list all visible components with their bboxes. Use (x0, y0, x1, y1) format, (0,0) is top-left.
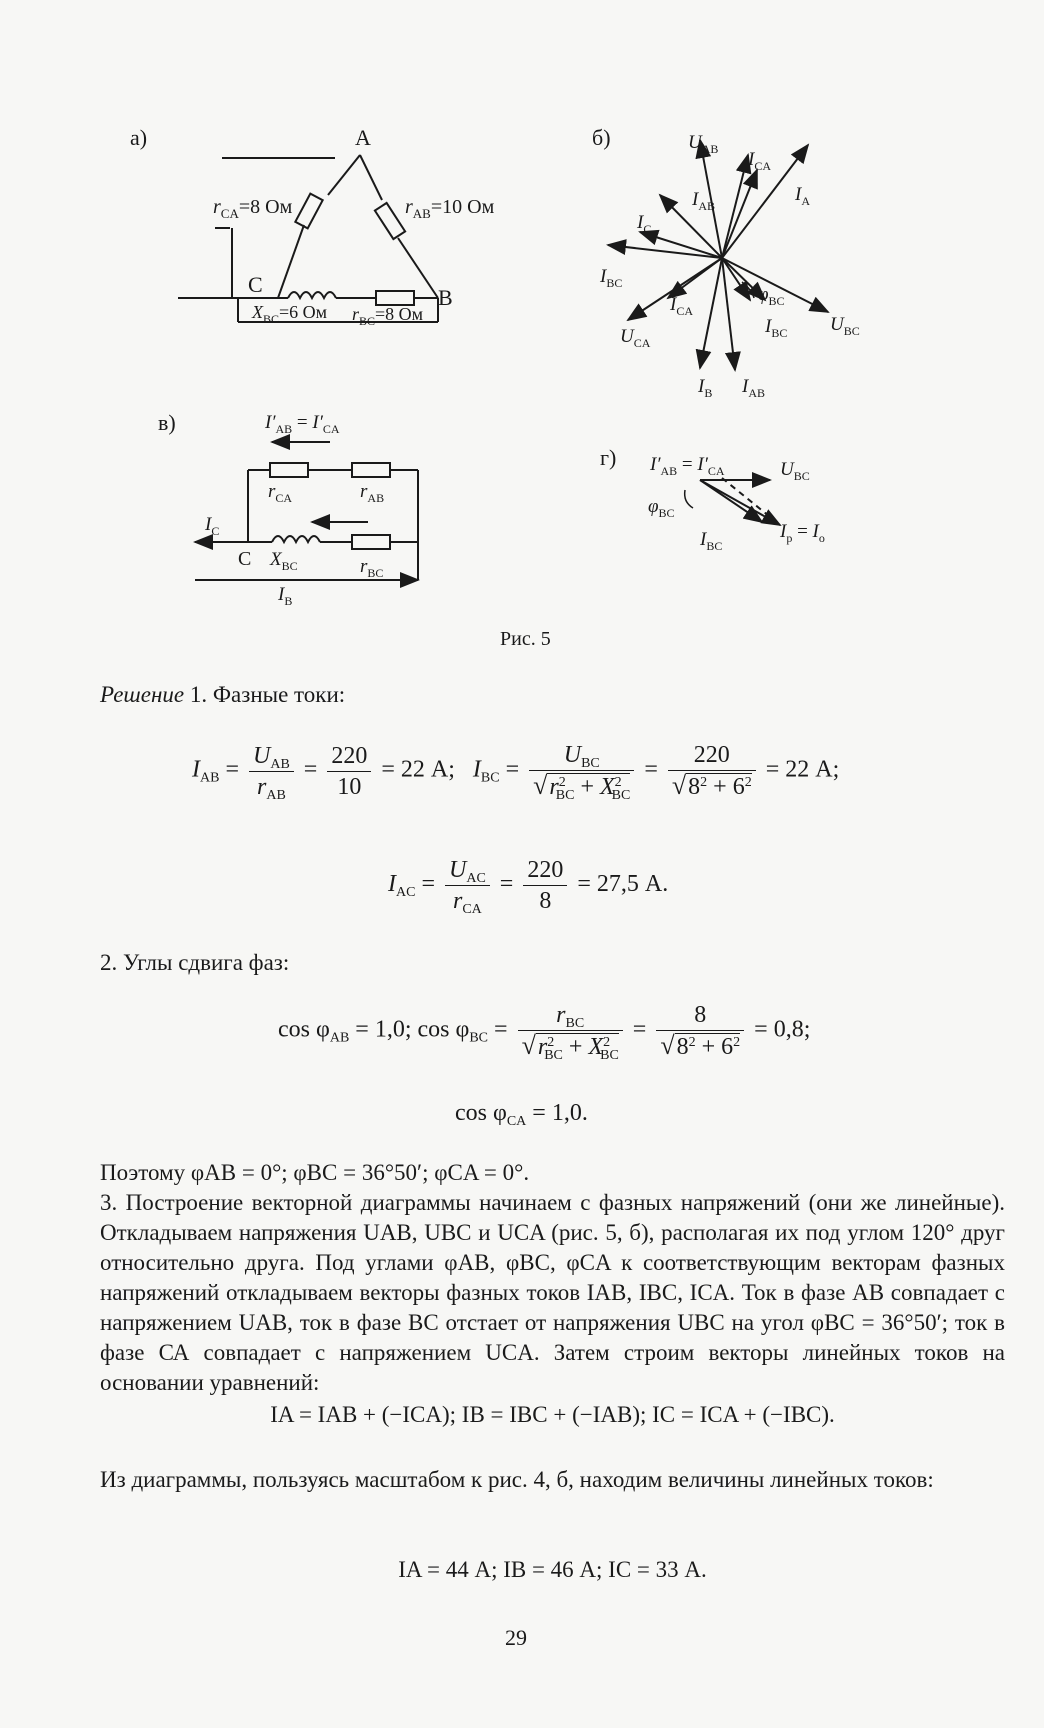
label-i-a: $I_A$ (795, 184, 810, 208)
paragraph-therefore: Поэтому φAB = 0°; φBC = 36°50′; φCA = 0°. (100, 1160, 530, 1185)
fig-g-label: г) (600, 445, 617, 470)
node-c-v: C (238, 548, 252, 570)
formula-i-ac: $I_{AC}$ = $\frac{U_{AC}}{r_{CA}}$ = $\frac{220}{8}$ = 27,5 А. (388, 857, 669, 917)
label-x-bc-v: $X_{BC}$ (270, 549, 298, 573)
fig-v-label: в) (158, 410, 176, 435)
r-ca-label: $r_{CA}=8$ Ом (213, 196, 293, 221)
figure-5 (0, 0, 1044, 660)
label-i-bc-g: $I_{BC}$ (700, 529, 723, 553)
label-u-ca: $U_{CA}$ (620, 326, 651, 350)
result-line-currents: IA = 44 А; IB = 46 А; IC = 33 А. (398, 1557, 707, 1582)
label-i-c: $I_C$ (637, 212, 652, 236)
label-i-ca-2: $I_{CA}$ (670, 294, 693, 318)
r-bc-label: $r_{BC}=8$ Ом (352, 304, 424, 328)
label-u-bc-g: $U_{BC}$ (780, 459, 810, 483)
page-number: 29 (505, 1625, 527, 1650)
node-c: C (248, 272, 263, 297)
label-u-bc: $U_{BC}$ (830, 314, 860, 338)
equations-line-currents: IA = IAB + (−ICA); IB = IBC + (−IAB); IC = ICA + (−IBC). (270, 1402, 835, 1427)
step-2-heading: 2. Углы сдвига фаз: (100, 950, 290, 975)
label-ip-io: $I_p = I_o$ (780, 521, 825, 545)
solution-heading: Решение 1. Фазные токи: (100, 682, 346, 707)
paragraph-from-diagram: Из диаграммы, пользуясь масштабом к рис. 4, б, находим величины линейных токов: (100, 1467, 934, 1492)
label-r-ab-v: $r_{AB}$ (360, 481, 385, 505)
x-bc-label: $X_{BC}=6$ Ом (252, 302, 328, 326)
label-phi-bc-g: $\varphi_{BC}$ (648, 496, 675, 520)
label-i-b-v: $I_B$ (278, 584, 293, 608)
figure-caption: Рис. 5 (500, 628, 551, 650)
vector-diagram-g (685, 478, 780, 525)
circuit-a (178, 155, 438, 322)
node-a: A (355, 125, 371, 150)
formula-cos-phi: $\cos \varphi_{AB} = 1,0$; $\cos \varphi_{BC}$ = $\frac{r_{BC}}{√r^2_{BC} + X^2_{BC}}$ = $\frac{8}{√8^2 + 6^2}$ = 0,8; (278, 1002, 811, 1063)
fig-a-label: а) (130, 125, 148, 150)
label-r-bc-v: $r_{BC}$ (360, 556, 384, 580)
circuit-v (195, 442, 418, 580)
label-i-prime-g: $I'_{AB} = I'_{CA}$ (650, 454, 725, 478)
label-i-c-v: $I_C$ (205, 514, 220, 538)
formula-cos-phi-ca: $\cos \varphi_{CA} = 1,0$. (455, 1100, 588, 1129)
label-i-b: $I_B$ (698, 376, 713, 400)
fig-b-label: б) (592, 125, 611, 150)
formula-phase-currents: $I_{AB}$ = $\frac{U_{AB}}{r_{AB}}$ = $\frac{220}{10}$ = 22 А; $I_{BC}$ = $\frac{U_{BC}}{√r^2_{BC} + X^2_{BC}}$ = $\frac{220}{√8^2 + 6^2}$ = 22 А; (192, 742, 840, 803)
r-ab-label: $r_{AB}=10$ Ом (405, 196, 495, 221)
label-i-ca: $I_{CA}$ (748, 149, 771, 173)
label-phi-bc: $\varphi_{BC}$ (758, 284, 785, 308)
label-i-bc-2: $I_{BC}$ (765, 316, 788, 340)
label-i-ab-b: $I_{AB}$ (692, 189, 715, 213)
paragraph-step-3: 3. Построение векторной диаграммы начинаем с фазных напряжений (они же линейные). Откладываем напряжения UAB, UBC и UCA (рис. 5, б), располагая их под углом 120° друг относительно друга. Под углами φAB, φBC, φCA к соответствующим векторам фазных напряжений откладываем векторы фазных токов IAB, IBC, ICA. Ток в фазе АВ совпадает с напряжением UAB, ток в фазе ВС отстает от напряжения UBC на угол φBC = 36°50′; ток в фазе СА совпадает с напряжением UCA. Затем строим векторы линейных токов на основании уравнений: (100, 1190, 1005, 1395)
label-i-bc: $I_{BC}$ (600, 266, 623, 290)
label-i-ab: $I_{AB}$ (742, 376, 765, 400)
label-r-ca-v: $r_{CA}$ (268, 481, 293, 505)
node-b: B (438, 285, 453, 310)
label-i-prime: $I'_{AB} = I'_{CA}$ (265, 412, 340, 436)
label-u-ab: $U_{AB}$ (688, 132, 719, 156)
